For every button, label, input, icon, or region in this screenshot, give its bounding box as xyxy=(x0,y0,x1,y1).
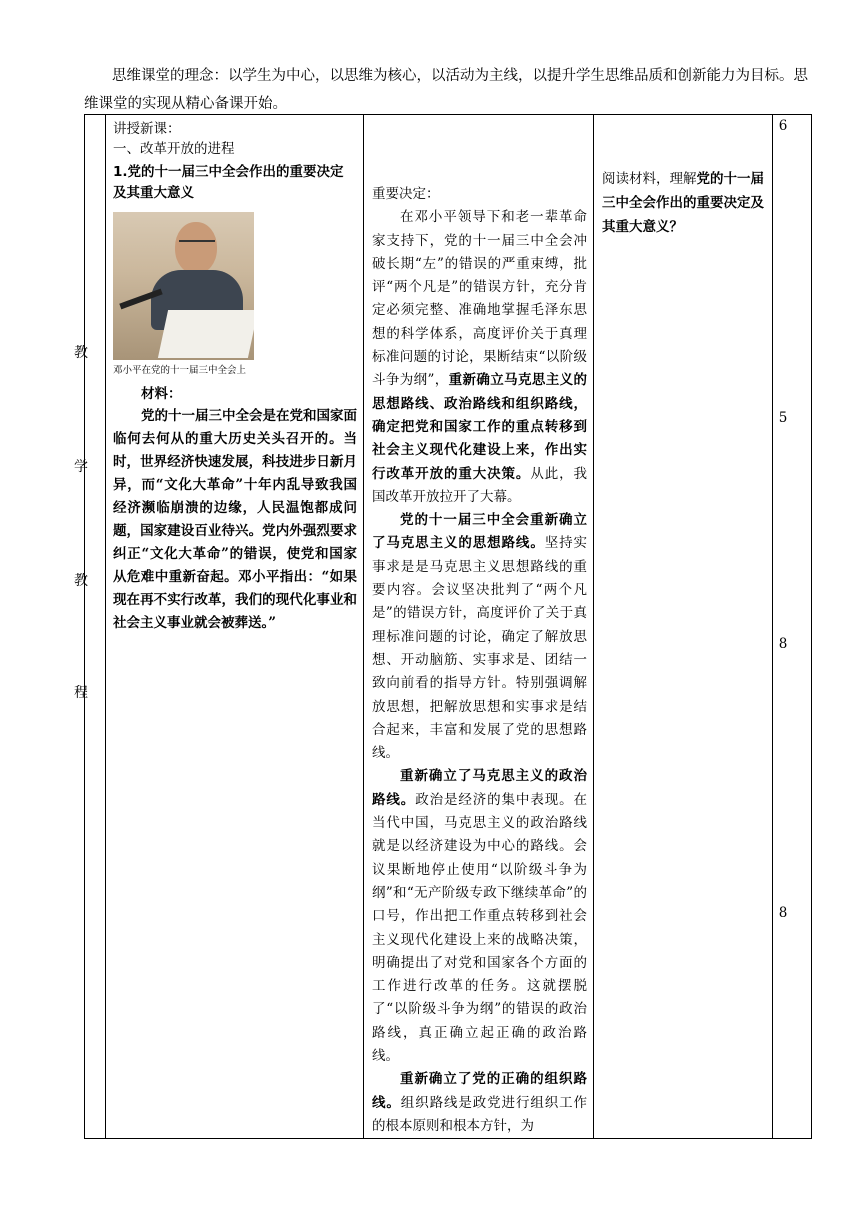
stage-label-char: 学 xyxy=(74,459,88,475)
subsection-heading: 一、改革开放的进程 xyxy=(113,141,235,157)
activity-cell xyxy=(594,115,773,1139)
time-minutes: 6 xyxy=(778,118,788,134)
deng-xiaoping-photo xyxy=(113,212,254,360)
time-minutes: 5 xyxy=(778,410,788,426)
intro-paragraph: 思维课堂的理念：以学生为中心，以思维为核心，以活动为主线，以提升学生思维品质和创新能力为目标。思维课堂的实现从精心备课开始。 xyxy=(84,68,808,112)
lesson-plan-table xyxy=(84,114,812,1139)
photo-caption: 邓小平在党的十一届三中全会上 xyxy=(113,365,247,376)
time-minutes: 8 xyxy=(778,636,788,652)
time-cell xyxy=(773,115,812,1139)
activity-question: 阅读材料，理解党的十一届三中全会作出的重要决定及其重大意义？ xyxy=(602,171,764,235)
content-cell xyxy=(106,115,364,1139)
section-heading: 讲授新课： xyxy=(113,121,181,137)
time-minutes: 8 xyxy=(778,905,788,921)
material-body: 党的十一届三中全会是在党和国家面临何去何从的重大历史关头召开的。当时，世界经济快速发展，科技进步日新月异，而“文化大革命”十年内乱导致我国经济濒临崩溃的边缘，人民温饱都成问题，国家建设百业待兴。党内外强烈要求纠正“文化大革命”的错误，使党和国家从危难中重新奋起。邓小平指出：“如果现在再不实行改革，我们的现代化事业和社会主义事业就会被葬送。” xyxy=(113,408,357,631)
topic-heading: 1.党的十一届三中全会作出的重要决定及其重大意义 xyxy=(113,164,344,201)
stage-label-char: 教 xyxy=(74,345,88,361)
paragraph-1: 在邓小平领导下和老一辈革命家支持下，党的十一届三中全会冲破长期“左”的错误的严重束缚，批评“两个凡是”的错误方针，充分肯定必须完整、准确地掌握毛泽东思想的科学体系，高度评价关于真理标准问题的讨论，果断结束“以阶级斗争为纲”，重新确立马克思主义的思想路线、政治路线和组织路线，确定把党和国家工作的重点转移到社会主义现代化建设上来，作出实行改革开放的重大决策。从此，我国改革开放拉开了大幕。 xyxy=(372,209,588,505)
material-title: 材料： xyxy=(141,386,182,402)
stage-label-cell xyxy=(85,115,106,1139)
decision-title: 重要决定： xyxy=(372,186,440,202)
explanation-cell xyxy=(364,115,594,1139)
paragraph-4: 重新确立了党的正确的组织路线。组织路线是政党进行组织工作的根本原则和根本方针，为 xyxy=(372,1071,588,1134)
paragraph-2: 党的十一届三中全会重新确立了马克思主义的思想路线。坚持实事求是是马克思主义思想路线的重要内容。会议坚决批判了“两个凡是”的错误方针，高度评价了关于真理标准问题的讨论，确定了解放思想、开动脑筋、实事求是、团结一致向前看的指导方针。特别强调解放思想，把解放思想和实事求是结合起来，丰富和发展了党的思想路线。 xyxy=(372,512,588,762)
stage-label-char: 程 xyxy=(74,685,88,701)
stage-label-char: 教 xyxy=(74,573,88,589)
paragraph-3: 重新确立了马克思主义的政治路线。政治是经济的集中表现。在当代中国，马克思主义的政治路线就是以经济建设为中心的路线。会议果断地停止使用“以阶级斗争为纲”和“无产阶级专政下继续革命”的口号，作出把工作重点转移到社会主义现代化建设上来的战略决策，明确提出了对党和国家各个方面的工作进行改革的任务。这就摆脱了“以阶级斗争为纲”的错误的政治路线，真正确立起正确的政治路线。 xyxy=(372,768,588,1064)
